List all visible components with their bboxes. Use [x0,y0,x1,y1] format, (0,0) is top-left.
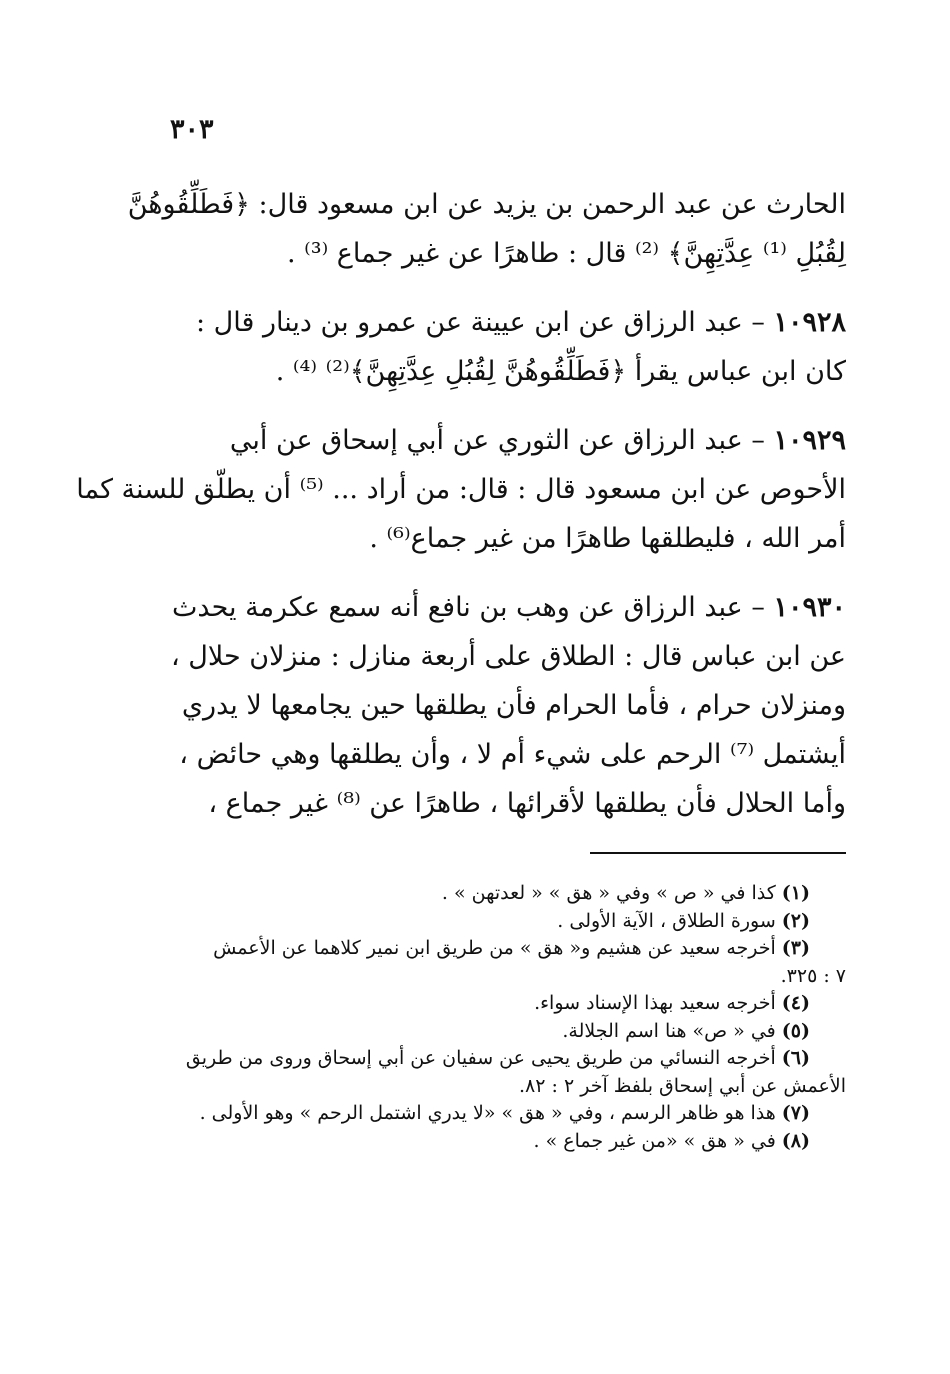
footnote-text: أخرجه النسائي من طريق يحيى عن سفيان عن أبي إسحاق وروى من طريق [185,1047,776,1069]
text-line [170,583,846,632]
footnote-4 [170,990,846,1018]
hadith-10930 [170,583,846,828]
footnote-text: سورة الطلاق ، الآية الأولى . [557,909,776,932]
footnote-divider [590,852,846,854]
text-line: وأما الحلال فأن يطلقها لأقرائها ، طاهرًا عن ⁽⁸⁾ غير جماع ، [208,788,846,819]
paragraph-continuation [127,180,846,278]
text-line [170,298,846,347]
text-segment: – عبد الرزاق عن ابن عيينة عن عمرو بن دينار قال : [195,307,765,338]
footnote-text: هذا هو ظاهر الرسم ، وفي « هق » «لا يدري اشتمل الرحم » وهو الأولى . [199,1102,776,1124]
footnote-ref: (٤) [781,992,810,1014]
footnotes [170,880,846,1155]
footnote-ref: (٨) [781,1129,810,1152]
footnote-2 [170,908,846,936]
hadith-10929 [76,416,846,563]
footnote-text: أخرجه سعيد عن هشيم و« هق » من طريق ابن نمير كلاهما عن الأعمش [213,937,776,959]
footnote-8 [170,1128,846,1156]
text-line: ومنزلان حرام ، فأما الحرام فأن يطلقها حين يجامعها لا يدري [181,690,846,721]
footnote-text: أخرجه سعيد بهذا الإسناد سواء. [534,992,776,1014]
hadith-number: ١٠٩٣٠ [773,592,846,623]
footnote-text: في « ص» هنا اسم الجلالة. [562,1019,776,1042]
hadith-number: ١٠٩٢٨ [773,307,846,338]
footnote-6 [170,1045,846,1073]
text-line: الحارث عن عبد الرحمن بن يزيد عن ابن مسعود قال: ﴿فَطَلِّقُوهُنَّ [127,189,846,220]
main-text [76,180,846,848]
text-segment: – عبد الرزاق عن الثوري عن أبي إسحاق عن أبي [229,425,765,456]
text-line: لِقُبُلِ ⁽¹⁾ عِدَّتِهِنَّ﴾ ⁽²⁾ قال : طاهرًا عن غير جماع ⁽³⁾ . [286,238,846,269]
footnote-ref: (٧) [781,1102,810,1124]
footnote-ref: (٦) [781,1047,810,1069]
text-line [170,416,846,465]
text-segment: – عبد الرزاق عن وهب بن نافع أنه سمع عكرمة يحدث [171,592,765,623]
text-line: أمر الله ، فليطلقها طاهرًا من غير جماع⁽⁶⁾ . [369,523,846,554]
hadith-10928 [170,298,846,396]
footnote-text: كذا في « ص » وفي « هق » « لعدتهن » . [441,882,776,904]
footnote-ref: (٢) [781,909,810,932]
hadith-number: ١٠٩٢٩ [773,425,846,456]
footnote-7 [170,1100,846,1128]
footnote-3 [170,935,846,963]
footnote-5 [170,1018,846,1046]
footnote-ref: (٣) [781,937,810,959]
text-line: أيشتمل ⁽⁷⁾ الرحم على شيء أم لا ، وأن يطلقها وهي حائض ، [179,739,846,770]
text-line: كان ابن عباس يقرأ ﴿فَطَلِّقُوهُنَّ لِقُبُلِ عِدَّتِهِنَّ﴾⁽²⁾ ⁽⁴⁾ . [275,356,846,387]
footnote-1 [170,880,846,908]
footnote-3-continued: ٧ : ٣٢٥. [780,964,846,987]
page-number: ٣٠٣ [170,114,214,145]
footnote-6-continued: الأعمش عن أبي إسحاق بلفظ آخر ٢ : ٨٢. [519,1074,846,1097]
footnote-text: في « هق » «من غير جماع » . [533,1129,776,1152]
footnote-ref: (١) [781,882,810,904]
text-line: عن ابن عباس قال : الطلاق على أربعة منازل : منزلان حلال ، [170,641,846,672]
text-line: الأحوص عن ابن مسعود قال : قال: من أراد ... ⁽⁵⁾ أن يطلّق للسنة كما [76,474,846,505]
footnote-ref: (٥) [781,1019,810,1042]
